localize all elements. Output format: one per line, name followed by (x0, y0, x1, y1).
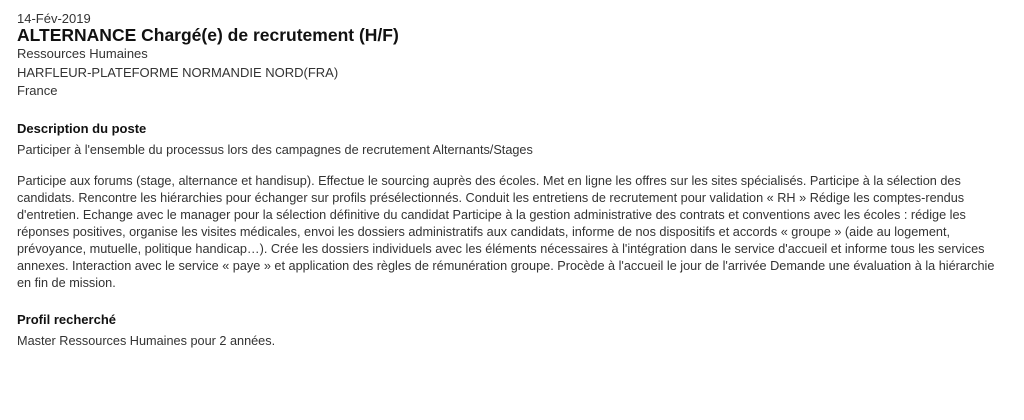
description-heading: Description du poste (17, 120, 147, 136)
job-title: ALTERNANCE Chargé(e) de recrutement (H/F) (17, 25, 399, 45)
description-intro: Participer à l'ensemble du processus lors des campagnes de recrutement Alternants/Stages (17, 142, 533, 157)
posting-date: 14-Fév-2019 (17, 11, 91, 26)
profile-text: Master Ressources Humaines pour 2 années. (17, 333, 276, 348)
description-body: Participe aux forums (stage, alternance et handisup). Effectue le sourcing auprès des écoles. Met en ligne les offres sur les sites spécialisés. Participe à la sélection des candidats. Rencontre les hiérarchies pour échanger sur profils présélectionnés. Conduit les entretiens de recrutement pour validation « RH » Rédige les comptes-rendus d'entretien. Echange avec le manager pour la sélection définitive du candidat Participe à la gestion administrative des contrats et conventions avec les écoles : rédige les réponses positives, organise les visites médicales, envoi les dossiers administratifs aux candidats, informe de nos dispositifs et accords « groupe » (aide au logement, prévoyance, mutuelle, politique handicap…). Crée les dossiers individuels avec les éléments nécessaires à l'intégration dans le service d'accueil et informe tous les services annexes. Interaction avec le service « paye » et application des règles de rémunération groupe. Procède à l'accueil le jour de l'arrivée Demande une évaluation à la hiérarchie en fin de mission. (17, 174, 995, 290)
job-country: France (17, 83, 58, 98)
profile-heading: Profil recherché (17, 311, 116, 327)
job-department: Ressources Humaines (17, 46, 148, 61)
job-location: HARFLEUR-PLATEFORME NORMANDIE NORD(FRA) (17, 64, 339, 80)
